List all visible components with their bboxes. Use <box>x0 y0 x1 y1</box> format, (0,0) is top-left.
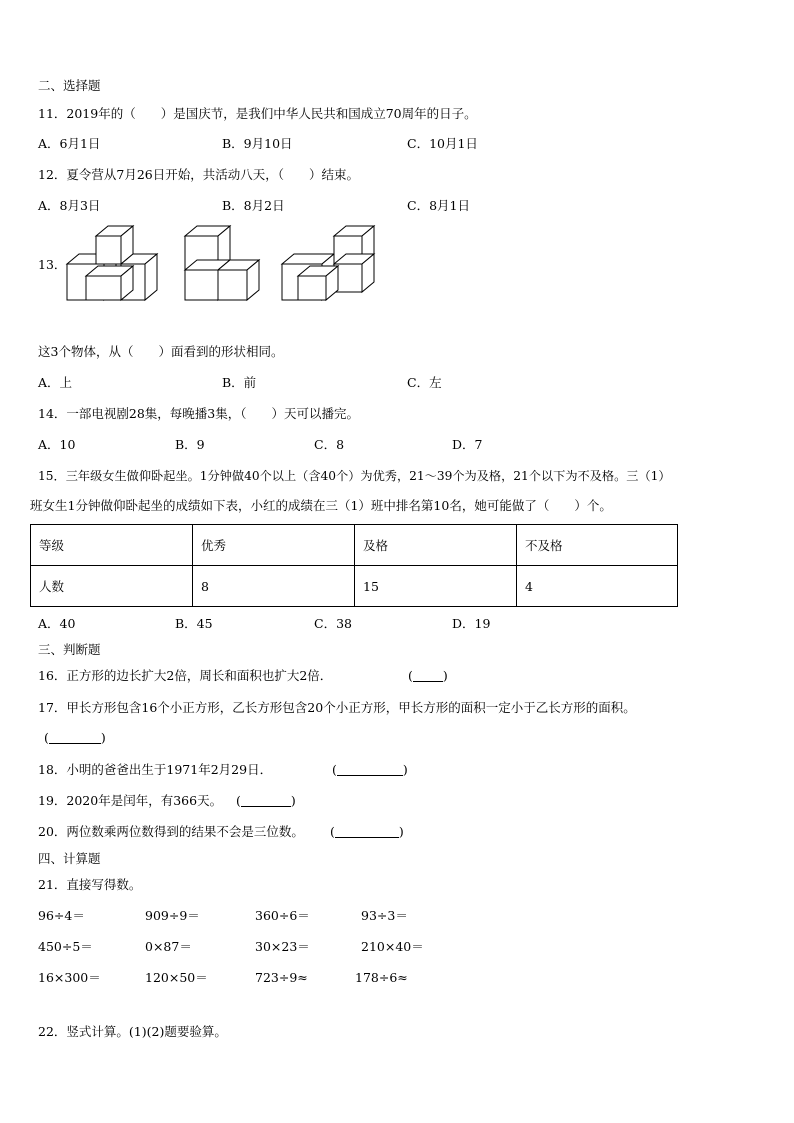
q11-option-a: A．6月1日 <box>38 136 101 151</box>
table-cell: 等级 <box>31 525 193 566</box>
left-paren: ( <box>332 762 337 777</box>
calc-item: 16×300＝ <box>38 970 101 985</box>
q14-option-c: C．8 <box>314 437 345 452</box>
calc-item: 360÷6＝ <box>255 908 310 923</box>
blank-line <box>241 794 291 807</box>
q11-option-b: B．9月10日 <box>222 136 293 151</box>
q18-answer-blank[interactable] <box>332 762 408 778</box>
table-row <box>31 525 678 566</box>
q20-answer-blank[interactable] <box>330 824 404 840</box>
q20-stem: 20．两位数乘两位数得到的结果不会是三位数。 <box>38 824 304 839</box>
q15-stem-line1: 15．三年级女生做仰卧起坐。1分钟做40个以上（含40个）为优秀，21～39个为及格，21个以下为不及格。三（1） <box>38 469 671 483</box>
q14-stem: 14．一部电视剧28集，每晚播3集，（ ）天可以播完。 <box>38 406 360 421</box>
q15-option-b: B．45 <box>175 616 213 631</box>
q22-stem: 22．竖式计算。(1)(2)题要验算。 <box>38 1024 227 1039</box>
calc-item: 210×40＝ <box>361 939 424 954</box>
q13-option-a: A．上 <box>38 375 73 390</box>
calc-item: 909÷9＝ <box>145 908 200 923</box>
calc-item: 0×87＝ <box>145 939 192 954</box>
q12-option-a: A．8月3日 <box>38 198 101 213</box>
calc-item: 450÷5＝ <box>38 939 93 954</box>
q17-answer-blank[interactable] <box>44 730 106 746</box>
q15-option-c: C．38 <box>314 616 352 631</box>
section-title-calc: 四、计算题 <box>38 851 101 866</box>
grade-table <box>30 524 678 607</box>
q15-option-d: D．19 <box>452 616 491 631</box>
cube-figures <box>60 224 380 304</box>
q13-stem: 这3个物体，从（ ）面看到的形状相同。 <box>38 344 284 359</box>
q11-option-c: C．10月1日 <box>407 136 478 151</box>
q12-stem: 12．夏令营从7月26日开始，共活动八天，（ ）结束。 <box>38 167 360 182</box>
q15-option-a: A．40 <box>38 616 76 631</box>
section-title-choice: 二、选择题 <box>38 78 101 93</box>
cube-figure-3 <box>282 226 374 300</box>
calc-item: 120×50＝ <box>145 970 208 985</box>
table-cell: 4 <box>517 566 678 607</box>
table-cell: 及格 <box>355 525 517 566</box>
q14-option-b: B．9 <box>175 437 205 452</box>
blank-line <box>337 763 403 776</box>
q17-stem: 17．甲长方形包含16个小正方形，乙长方形包含20个小正方形，甲长方形的面积一定小于乙长方形的面积。 <box>38 700 636 715</box>
q18-stem: 18．小明的爸爸出生于1971年2月29日． <box>38 762 273 777</box>
q19-answer-blank[interactable] <box>236 793 296 809</box>
calc-item: 723÷9≈ <box>255 970 308 985</box>
q12-option-c: C．8月1日 <box>407 198 470 213</box>
cube-figure-1 <box>67 226 157 300</box>
calc-item: 30×23＝ <box>255 939 310 954</box>
right-paren: ) <box>402 762 408 777</box>
q19-stem: 19．2020年是闰年，有366天。 <box>38 793 223 808</box>
left-paren: ( <box>330 824 335 839</box>
calc-item: 178÷6≈ <box>355 970 408 985</box>
right-paren: ) <box>442 668 448 683</box>
section-title-judge: 三、判断题 <box>38 642 101 657</box>
q13-option-c: C．左 <box>407 375 442 390</box>
cube-figure-2 <box>185 226 259 300</box>
q21-stem: 21．直接写得数。 <box>38 877 142 892</box>
q16-answer-blank[interactable] <box>408 668 448 684</box>
q16-stem: 16．正方形的边长扩大2倍，周长和面积也扩大2倍． <box>38 668 333 683</box>
table-cell: 15 <box>355 566 517 607</box>
q14-option-d: D．7 <box>452 437 483 452</box>
q11-stem: 11．2019年的（ ）是国庆节，是我们中华人民共和国成立70周年的日子。 <box>38 106 477 121</box>
q14-option-a: A．10 <box>38 437 76 452</box>
right-paren: ) <box>290 793 296 808</box>
table-cell: 人数 <box>31 566 193 607</box>
table-cell: 不及格 <box>517 525 678 566</box>
table-row <box>31 566 678 607</box>
left-paren: ( <box>236 793 241 808</box>
left-paren: ( <box>44 730 49 745</box>
table-cell: 8 <box>193 566 355 607</box>
q13-option-b: B．前 <box>222 375 257 390</box>
blank-line <box>49 731 101 744</box>
calc-item: 96÷4＝ <box>38 908 85 923</box>
right-paren: ) <box>398 824 404 839</box>
left-paren: ( <box>408 668 413 683</box>
calc-item: 93÷3＝ <box>361 908 408 923</box>
q15-stem-line2: 班女生1分钟做仰卧起坐的成绩如下表，小红的成绩在三（1）班中排名第10名，她可能做了（ ）个。 <box>30 498 612 513</box>
blank-line <box>413 669 443 682</box>
q13-number: 13． <box>38 257 67 272</box>
table-cell: 优秀 <box>193 525 355 566</box>
right-paren: ) <box>100 730 106 745</box>
blank-line <box>335 825 399 838</box>
q12-option-b: B．8月2日 <box>222 198 285 213</box>
